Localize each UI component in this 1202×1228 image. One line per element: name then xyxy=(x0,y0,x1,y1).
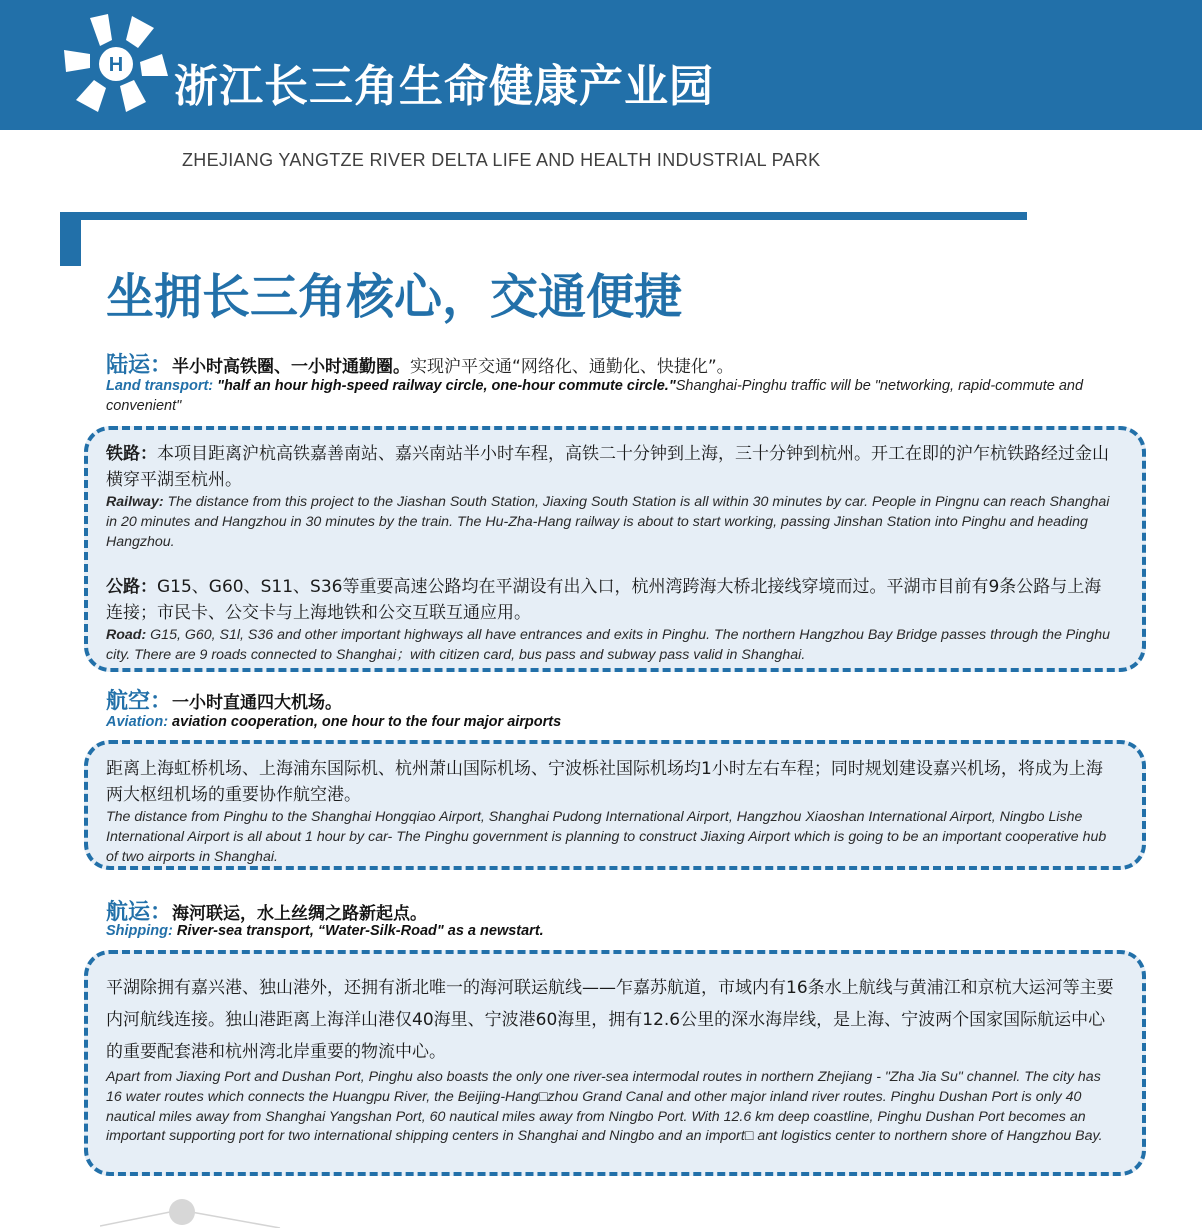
decorative-node-graphic xyxy=(100,1196,320,1228)
shipping-en-label: Shipping: xyxy=(106,923,173,939)
land-en-subtitle xyxy=(106,376,1118,416)
railway-en-label: Railway: xyxy=(106,494,164,510)
shipping-zh-label: 航运： xyxy=(106,900,173,925)
railway-zh-label: 铁路： xyxy=(106,444,157,464)
land-zh-bold: 半小时高铁圈、一小时通勤圈。 xyxy=(172,357,411,377)
railway-zh-paragraph xyxy=(106,441,1118,493)
accent-bar-vertical xyxy=(60,212,81,266)
aviation-en-label: Aviation: xyxy=(106,714,169,730)
railway-zh-text: 本项目距离沪杭高铁嘉善南站、嘉兴南站半小时车程，高铁二十分钟到上海，三十分钟到杭州。开工在即的沪乍杭铁路经过金山横穿平湖至杭州。 xyxy=(106,444,1109,490)
road-en-text: G15, G60, S1l, S36 and other important highways all have entrances and exits in Pinghu. The northern Hangzhou Bay Bridge passes through the Pinghu city. There are 9 roads connected to Shanghai；with citizen card, bus pass and subway pass valid in Shanghai. xyxy=(106,627,1110,663)
shipping-zh-paragraph: 平湖除拥有嘉兴港、独山港外，还拥有浙北唯一的海河联运航线——乍嘉苏航道，市域内有16条水上航线与黄浦江和京杭大运河等主要内河航线连接。独山港距离上海洋山港仅40海里、宁波港60海里，拥有12.6公里的深水海岸线，是上海、宁波两个国家国际航运中心的重要配套港和杭州湾北岸重要的物流中心。 xyxy=(106,978,1114,1062)
aviation-en-bold: aviation cooperation, one hour to the four major airports xyxy=(168,714,562,730)
aviation-en-subtitle xyxy=(106,712,1118,732)
road-zh-text: G15、G60、S11、S36等重要高速公路均在平湖设有出入口，杭州湾跨海大桥北接线穿境而过。平湖市目前有9条公路与上海连接；市民卡、公交卡与上海地铁和公交互联互通应用。 xyxy=(106,577,1102,623)
shipping-block xyxy=(106,972,1118,1147)
shipping-zh-bold: 海河联运，水上丝绸之路新起点。 xyxy=(172,904,428,924)
land-en-normal: Shanghai-Pinghu traffic will be "networking, rapid-commute and convenient" xyxy=(106,378,1084,414)
main-heading: 坐拥长三角核心，交通便捷 xyxy=(106,269,683,325)
page-title: 浙江长三角生命健康产业园 xyxy=(174,61,714,112)
page-subtitle: ZHEJIANG YANGTZE RIVER DELTA LIFE AND HEALTH INDUSTRIAL PARK xyxy=(182,150,821,170)
land-section-title xyxy=(106,348,734,379)
railway-en-paragraph xyxy=(106,493,1118,552)
land-zh-normal: 实现沪平交通“网络化、通勤化、快捷化”。 xyxy=(410,357,734,377)
logo-letter: H xyxy=(108,54,124,76)
park-logo-icon xyxy=(62,14,170,114)
aviation-zh-label: 航空： xyxy=(106,689,173,714)
land-en-bold: "half an hour high-speed railway circle, one-hour commute circle." xyxy=(213,378,676,394)
road-en-paragraph xyxy=(106,626,1118,666)
road-en-label: Road: xyxy=(106,627,147,643)
railway-block xyxy=(106,441,1118,552)
land-zh-label: 陆运： xyxy=(106,353,173,378)
accent-bar-horizontal xyxy=(60,212,1027,220)
railway-en-text: The distance from this project to the Jiashan South Station, Jiaxing South Station is all within 30 minutes by car. People in Pingnu can reach Shanghai in 20 minutes and Hangzhou in 30 minutes by the train. The Hu-Zha-Hang railway is about to start working, passing Jinshan Station into Pinghu and heading Hangzhou. xyxy=(106,494,1110,550)
aviation-en-paragraph: The distance from Pinghu to the Shanghai Hongqiao Airport, Shanghai Pudong International Airport, Hangzhou Xiaoshan International Airport, Ningbo Lishe International Airport is all about 1 hour by car- The Pinghu government is planning to construct Jiaxing Airport which is going to be an important cooperative hub of two airports in Shanghai. xyxy=(106,809,1107,865)
shipping-en-subtitle xyxy=(106,921,1118,941)
road-zh-label: 公路： xyxy=(106,577,157,597)
aviation-section-title xyxy=(106,684,342,715)
shipping-en-paragraph: Apart from Jiaxing Port and Dushan Port, Pinghu also boasts the only one river-sea intermodal routes in northern Zhejiang - "Zha Jia Su" channel. The city has 16 water routes which connects the Huangpu River, the Beijing-Hang□zhou Grand Canal and other major inland river routes. Pinghu Dushan Port is only 40 nautical miles away from Shanghai Yangshan Port, 60 nautical miles away from Ningbo Port. With 12.6 km deep coastline, Pinghu Dushan Port becomes an important supporting port for two international shipping centers in Shanghai and Ningbo and an import□ ant logistics center to northern shore of Hangzhou Bay. xyxy=(106,1069,1103,1145)
road-zh-paragraph xyxy=(106,574,1118,626)
header-banner xyxy=(0,0,1202,130)
land-en-label: Land transport: xyxy=(106,378,214,394)
aviation-zh-paragraph: 距离上海虹桥机场、上海浦东国际机、杭州萧山国际机场、宁波栎社国际机场均1小时左右车程；同时规划建设嘉兴机场，将成为上海两大枢纽机场的重要协作航空港。 xyxy=(106,759,1103,805)
aviation-block xyxy=(106,756,1118,867)
road-block xyxy=(106,574,1118,666)
aviation-zh-bold: 一小时直通四大机场。 xyxy=(172,693,343,713)
shipping-en-bold: River-sea transport, “Water-Silk-Road" as a newstart. xyxy=(172,923,544,939)
